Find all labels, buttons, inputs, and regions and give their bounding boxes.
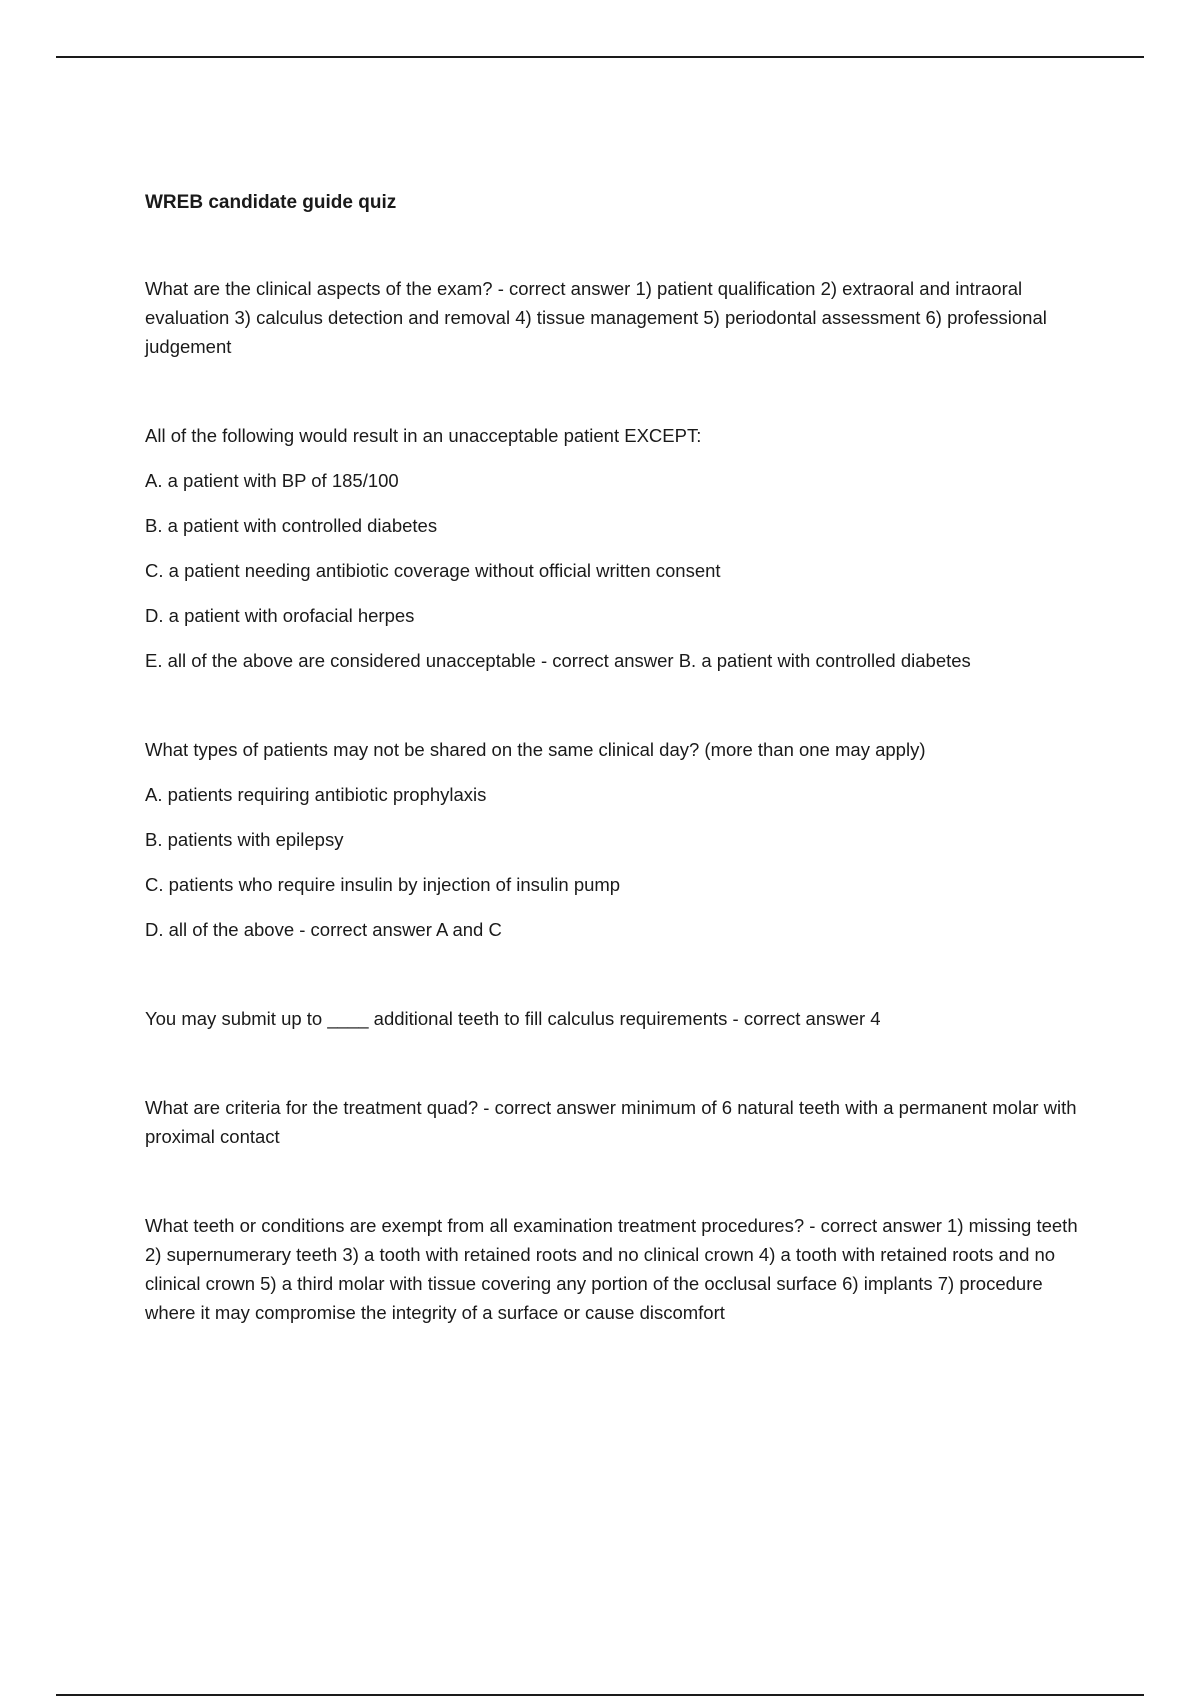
qa-item-5 (145, 1093, 1090, 1151)
qa-question: What types of patients may not be shared on the same clinical day? (more than one may apply) (145, 739, 926, 760)
qa-option: A. patients requiring antibiotic prophylaxis (145, 784, 487, 805)
qa-text: What are criteria for the treatment quad? - correct answer minimum of 6 natural teeth with a permanent molar with proximal contact (145, 1097, 1077, 1147)
qa-text: What are the clinical aspects of the exam? - correct answer 1) patient qualification 2) extraoral and intraoral evaluation 3) calculus detection and removal 4) tissue management 5) periodontal assessment 6) professional judgement (145, 278, 1047, 357)
qa-item-6 (145, 1211, 1090, 1327)
qa-option: C. patients who require insulin by injection of insulin pump (145, 874, 621, 895)
qa-text: What teeth or conditions are exempt from all examination treatment procedures? - correct answer 1) missing teeth 2) supernumerary teeth 3) a tooth with retained roots and no clinical crown 4) a tooth with retained roots and no clinical crown 5) a third molar with tissue covering any portion of the occlusal surface 6) implants 7) procedure where it may compromise the integrity of a surface or cause discomfort (145, 1215, 1078, 1323)
qa-text: You may submit up to ____ additional teeth to fill calculus requirements - correct answer 4 (145, 1008, 881, 1029)
qa-option: C. a patient needing antibiotic coverage without official written consent (145, 560, 721, 581)
qa-item-4 (145, 1004, 1090, 1033)
top-rule (56, 56, 1144, 58)
qa-option: B. a patient with controlled diabetes (145, 515, 438, 536)
qa-item-2 (145, 421, 1090, 675)
qa-option: B. patients with epilepsy (145, 829, 344, 850)
qa-item-1 (145, 274, 1090, 361)
bottom-rule (56, 1694, 1144, 1696)
document-body (145, 190, 1090, 1387)
qa-option: D. all of the above - correct answer A and C (145, 919, 502, 940)
qa-option: A. a patient with BP of 185/100 (145, 470, 399, 491)
qa-question: All of the following would result in an unacceptable patient EXCEPT: (145, 425, 702, 446)
qa-item-3 (145, 735, 1090, 944)
qa-option: D. a patient with orofacial herpes (145, 605, 415, 626)
document-title: WREB candidate guide quiz (145, 192, 397, 213)
qa-option: E. all of the above are considered unacceptable - correct answer B. a patient with controlled diabetes (145, 650, 971, 671)
